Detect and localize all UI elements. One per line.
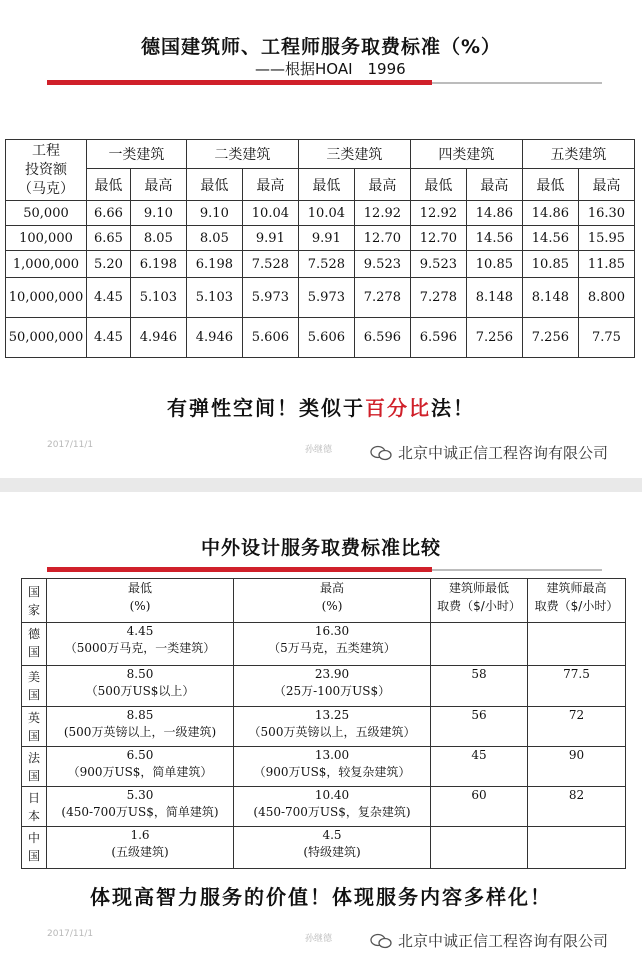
- country-cell: [22, 707, 47, 747]
- country-char: 德: [27, 627, 40, 641]
- header-line: 最高: [319, 581, 344, 595]
- arch-min-cell: 56: [431, 707, 528, 747]
- header-line: 建筑师最高: [546, 581, 607, 595]
- max-cell: [234, 787, 431, 827]
- fee-cell: 5.20: [87, 251, 131, 278]
- watermark: [370, 442, 608, 463]
- footer-date: 2017/11/1: [47, 440, 94, 450]
- fee-cell: 9.10: [186, 201, 242, 226]
- hoai-body: [6, 201, 635, 358]
- rate-value: 13.00: [314, 748, 350, 762]
- fee-cell: 5.606: [242, 318, 298, 358]
- country-char: 法: [27, 751, 40, 765]
- arch-min-cell: [431, 623, 528, 666]
- fee-cell: 14.86: [466, 201, 522, 226]
- fee-cell: 14.86: [522, 201, 578, 226]
- fee-cell: 12.70: [410, 226, 466, 251]
- header-max: [234, 579, 431, 623]
- rate-note: （5万马克，五类建筑）: [268, 641, 396, 655]
- red-rule: [47, 567, 432, 572]
- gray-rule: [432, 569, 602, 571]
- min-cell: [47, 827, 234, 869]
- fee-cell: 7.528: [298, 251, 354, 278]
- table-row: [6, 201, 635, 226]
- table-row: [22, 747, 626, 787]
- country-char: 英: [27, 711, 40, 725]
- rate-note: (五级建筑): [111, 845, 169, 859]
- fee-cell: 6.198: [186, 251, 242, 278]
- fee-cell: 6.596: [410, 318, 466, 358]
- investment-cell: 10,000,000: [6, 278, 87, 318]
- header-arch-max: [528, 579, 626, 623]
- fee-cell: 5.103: [130, 278, 186, 318]
- group-header: 二类建筑: [186, 140, 298, 169]
- corner-line: 投资额: [25, 161, 67, 178]
- fee-cell: 10.04: [242, 201, 298, 226]
- fee-cell: 14.56: [522, 226, 578, 251]
- slogan-highlight: 百分比: [365, 396, 431, 420]
- fee-cell: 7.278: [410, 278, 466, 318]
- rate-note: （900万US$，简单建筑）: [67, 765, 213, 779]
- arch-max-cell: 90: [528, 747, 626, 787]
- fee-cell: 4.45: [87, 278, 131, 318]
- fee-cell: 6.66: [87, 201, 131, 226]
- arch-max-cell: 77.5: [528, 666, 626, 707]
- arch-min-cell: [431, 827, 528, 869]
- slide1-slogan: [0, 392, 642, 421]
- arch-min-cell: 60: [431, 787, 528, 827]
- country-char: 国: [27, 849, 40, 863]
- fee-cell: 4.946: [130, 318, 186, 358]
- arch-min-cell: 45: [431, 747, 528, 787]
- slide2-slogan: 体现高智力服务的价值！体现服务内容多样化！: [90, 885, 552, 909]
- sub-header: 最高: [354, 169, 410, 201]
- fee-cell: 5.103: [186, 278, 242, 318]
- header-line: (%): [321, 599, 343, 613]
- footer-date: 2017/11/1: [47, 929, 94, 939]
- max-cell: [234, 747, 431, 787]
- fee-cell: 5.973: [242, 278, 298, 318]
- header-line: 取费（$/小时）: [437, 599, 521, 613]
- country-cell: [22, 827, 47, 869]
- rate-note: （25万-100万US$）: [273, 684, 391, 698]
- table-row: [22, 623, 626, 666]
- rate-note: (450-700万US$，简单建筑): [61, 805, 219, 819]
- rate-note: (450-700万US$，复杂建筑): [253, 805, 411, 819]
- fee-cell: 8.800: [578, 278, 634, 318]
- investment-cell: 50,000: [6, 201, 87, 226]
- max-cell: [234, 707, 431, 747]
- min-cell: [47, 707, 234, 747]
- slide-separator: [0, 478, 642, 492]
- footer-author: 孙继德: [305, 445, 333, 455]
- header-line: 国: [27, 585, 40, 599]
- corner-line: 工程: [32, 142, 60, 159]
- table-row: [22, 707, 626, 747]
- fee-cell: 16.30: [578, 201, 634, 226]
- header-line: 建筑师最低: [448, 581, 509, 595]
- fee-cell: 11.85: [578, 251, 634, 278]
- country-char: 国: [27, 729, 40, 743]
- group-header: 三类建筑: [298, 140, 410, 169]
- slide2-title: 中外设计服务取费标准比较: [200, 537, 441, 559]
- min-cell: [47, 666, 234, 707]
- rate-value: 5.30: [126, 788, 154, 802]
- table-row: [22, 827, 626, 869]
- rate-note: （5000万马克，一类建筑）: [64, 641, 216, 655]
- arch-max-cell: 72: [528, 707, 626, 747]
- max-cell: [234, 666, 431, 707]
- fee-cell: 12.92: [354, 201, 410, 226]
- country-char: 美: [27, 670, 40, 684]
- investment-cell: 1,000,000: [6, 251, 87, 278]
- header-line: 取费（$/小时）: [534, 599, 619, 613]
- rate-value: 6.50: [126, 748, 154, 762]
- fee-cell: 12.70: [354, 226, 410, 251]
- arch-max-cell: [528, 623, 626, 666]
- rate-note: （500万US$以上）: [85, 684, 195, 698]
- header-country: [22, 579, 47, 623]
- arch-max-cell: 82: [528, 787, 626, 827]
- rate-note: (500万英镑以上，一级建筑): [63, 725, 217, 739]
- rate-value: 16.30: [314, 624, 350, 638]
- slogan-text: 法！: [431, 396, 475, 420]
- sub-header: 最高: [242, 169, 298, 201]
- fee-cell: 7.528: [242, 251, 298, 278]
- rate-value: 1.6: [130, 828, 150, 842]
- country-char: 中: [27, 831, 40, 845]
- header-line: 家: [27, 603, 40, 617]
- rate-value: 13.25: [314, 708, 350, 722]
- table-row: [22, 666, 626, 707]
- country-cell: [22, 747, 47, 787]
- rate-note: （500万英镑以上，五级建筑）: [248, 725, 416, 739]
- max-cell: [234, 827, 431, 869]
- watermark: [370, 930, 608, 951]
- table-row: [6, 226, 635, 251]
- sub-header: 最低: [186, 169, 242, 201]
- min-cell: [47, 623, 234, 666]
- table-row: [6, 318, 635, 358]
- rate-value: 4.5: [322, 828, 342, 842]
- gray-rule: [432, 82, 602, 84]
- arch-max-cell: [528, 827, 626, 869]
- fee-cell: 9.523: [410, 251, 466, 278]
- wechat-icon: [370, 933, 392, 949]
- fee-cell: 10.04: [298, 201, 354, 226]
- rate-note: (特级建筑): [303, 845, 361, 859]
- fee-cell: 8.05: [186, 226, 242, 251]
- fee-cell: 9.91: [242, 226, 298, 251]
- rate-value: 4.45: [126, 624, 154, 638]
- rate-value: 10.40: [314, 788, 350, 802]
- comparison-table: [21, 578, 626, 869]
- fee-cell: 8.148: [466, 278, 522, 318]
- sub-header: 最高: [578, 169, 634, 201]
- wechat-icon: [370, 445, 392, 461]
- fee-cell: 10.85: [466, 251, 522, 278]
- slogan-text: 有弹性空间！类似于: [167, 396, 365, 420]
- table-row: [6, 278, 635, 318]
- group-header: 五类建筑: [522, 140, 634, 169]
- watermark-text: 北京中诚正信工程咨询有限公司: [398, 932, 609, 950]
- table-row: [6, 251, 635, 278]
- header-min: [47, 579, 234, 623]
- table-row: [22, 787, 626, 827]
- sub-header: 最高: [466, 169, 522, 201]
- country-cell: [22, 787, 47, 827]
- header-line: (%): [129, 599, 151, 613]
- country-char: 本: [27, 809, 40, 823]
- fee-cell: 7.256: [466, 318, 522, 358]
- fee-cell: 6.596: [354, 318, 410, 358]
- arch-min-cell: 58: [431, 666, 528, 707]
- sub-header: 最低: [298, 169, 354, 201]
- rate-value: 8.50: [126, 667, 154, 681]
- comparison-body: [22, 623, 626, 869]
- country-char: 国: [27, 645, 40, 659]
- sub-header: 最高: [130, 169, 186, 201]
- fee-cell: 12.92: [410, 201, 466, 226]
- fee-cell: 7.75: [578, 318, 634, 358]
- country-char: 国: [27, 769, 40, 783]
- slide1-subtitle: ——根据HOAI 1996: [255, 60, 406, 78]
- country-cell: [22, 623, 47, 666]
- fee-cell: 9.10: [130, 201, 186, 226]
- fee-cell: 4.45: [87, 318, 131, 358]
- fee-cell: 8.148: [522, 278, 578, 318]
- investment-cell: 50,000,000: [6, 318, 87, 358]
- hoai-fee-table: [5, 139, 635, 358]
- fee-cell: 5.606: [298, 318, 354, 358]
- fee-cell: 7.256: [522, 318, 578, 358]
- max-cell: [234, 623, 431, 666]
- country-char: 国: [27, 688, 40, 702]
- fee-cell: 14.56: [466, 226, 522, 251]
- fee-cell: 8.05: [130, 226, 186, 251]
- watermark-text: 北京中诚正信工程咨询有限公司: [398, 444, 609, 462]
- fee-cell: 6.198: [130, 251, 186, 278]
- fee-cell: 10.85: [522, 251, 578, 278]
- footer-author: 孙继德: [305, 934, 333, 944]
- red-rule: [47, 80, 432, 85]
- group-header: 一类建筑: [87, 140, 187, 169]
- min-cell: [47, 787, 234, 827]
- fee-cell: 9.523: [354, 251, 410, 278]
- slide-comparison: [0, 492, 642, 970]
- header-arch-min: [431, 579, 528, 623]
- fee-cell: 7.278: [354, 278, 410, 318]
- investment-cell: 100,000: [6, 226, 87, 251]
- fee-cell: 5.973: [298, 278, 354, 318]
- header-line: 最低: [127, 581, 152, 595]
- corner-line: （马克）: [18, 180, 74, 197]
- corner-header: [6, 140, 87, 201]
- sub-header: 最低: [522, 169, 578, 201]
- slide-hoai: [0, 0, 642, 478]
- sub-header: 最低: [87, 169, 131, 201]
- fee-cell: 9.91: [298, 226, 354, 251]
- rate-value: 23.90: [314, 667, 350, 681]
- min-cell: [47, 747, 234, 787]
- country-cell: [22, 666, 47, 707]
- group-header: 四类建筑: [410, 140, 522, 169]
- country-char: 日: [27, 791, 40, 805]
- rate-note: （900万US$，较复杂建筑）: [253, 765, 411, 779]
- sub-header: 最低: [410, 169, 466, 201]
- fee-cell: 15.95: [578, 226, 634, 251]
- slide1-title: 德国建筑师、工程师服务取费标准（%）: [140, 36, 502, 58]
- fee-cell: 6.65: [87, 226, 131, 251]
- fee-cell: 4.946: [186, 318, 242, 358]
- rate-value: 8.85: [126, 708, 154, 722]
